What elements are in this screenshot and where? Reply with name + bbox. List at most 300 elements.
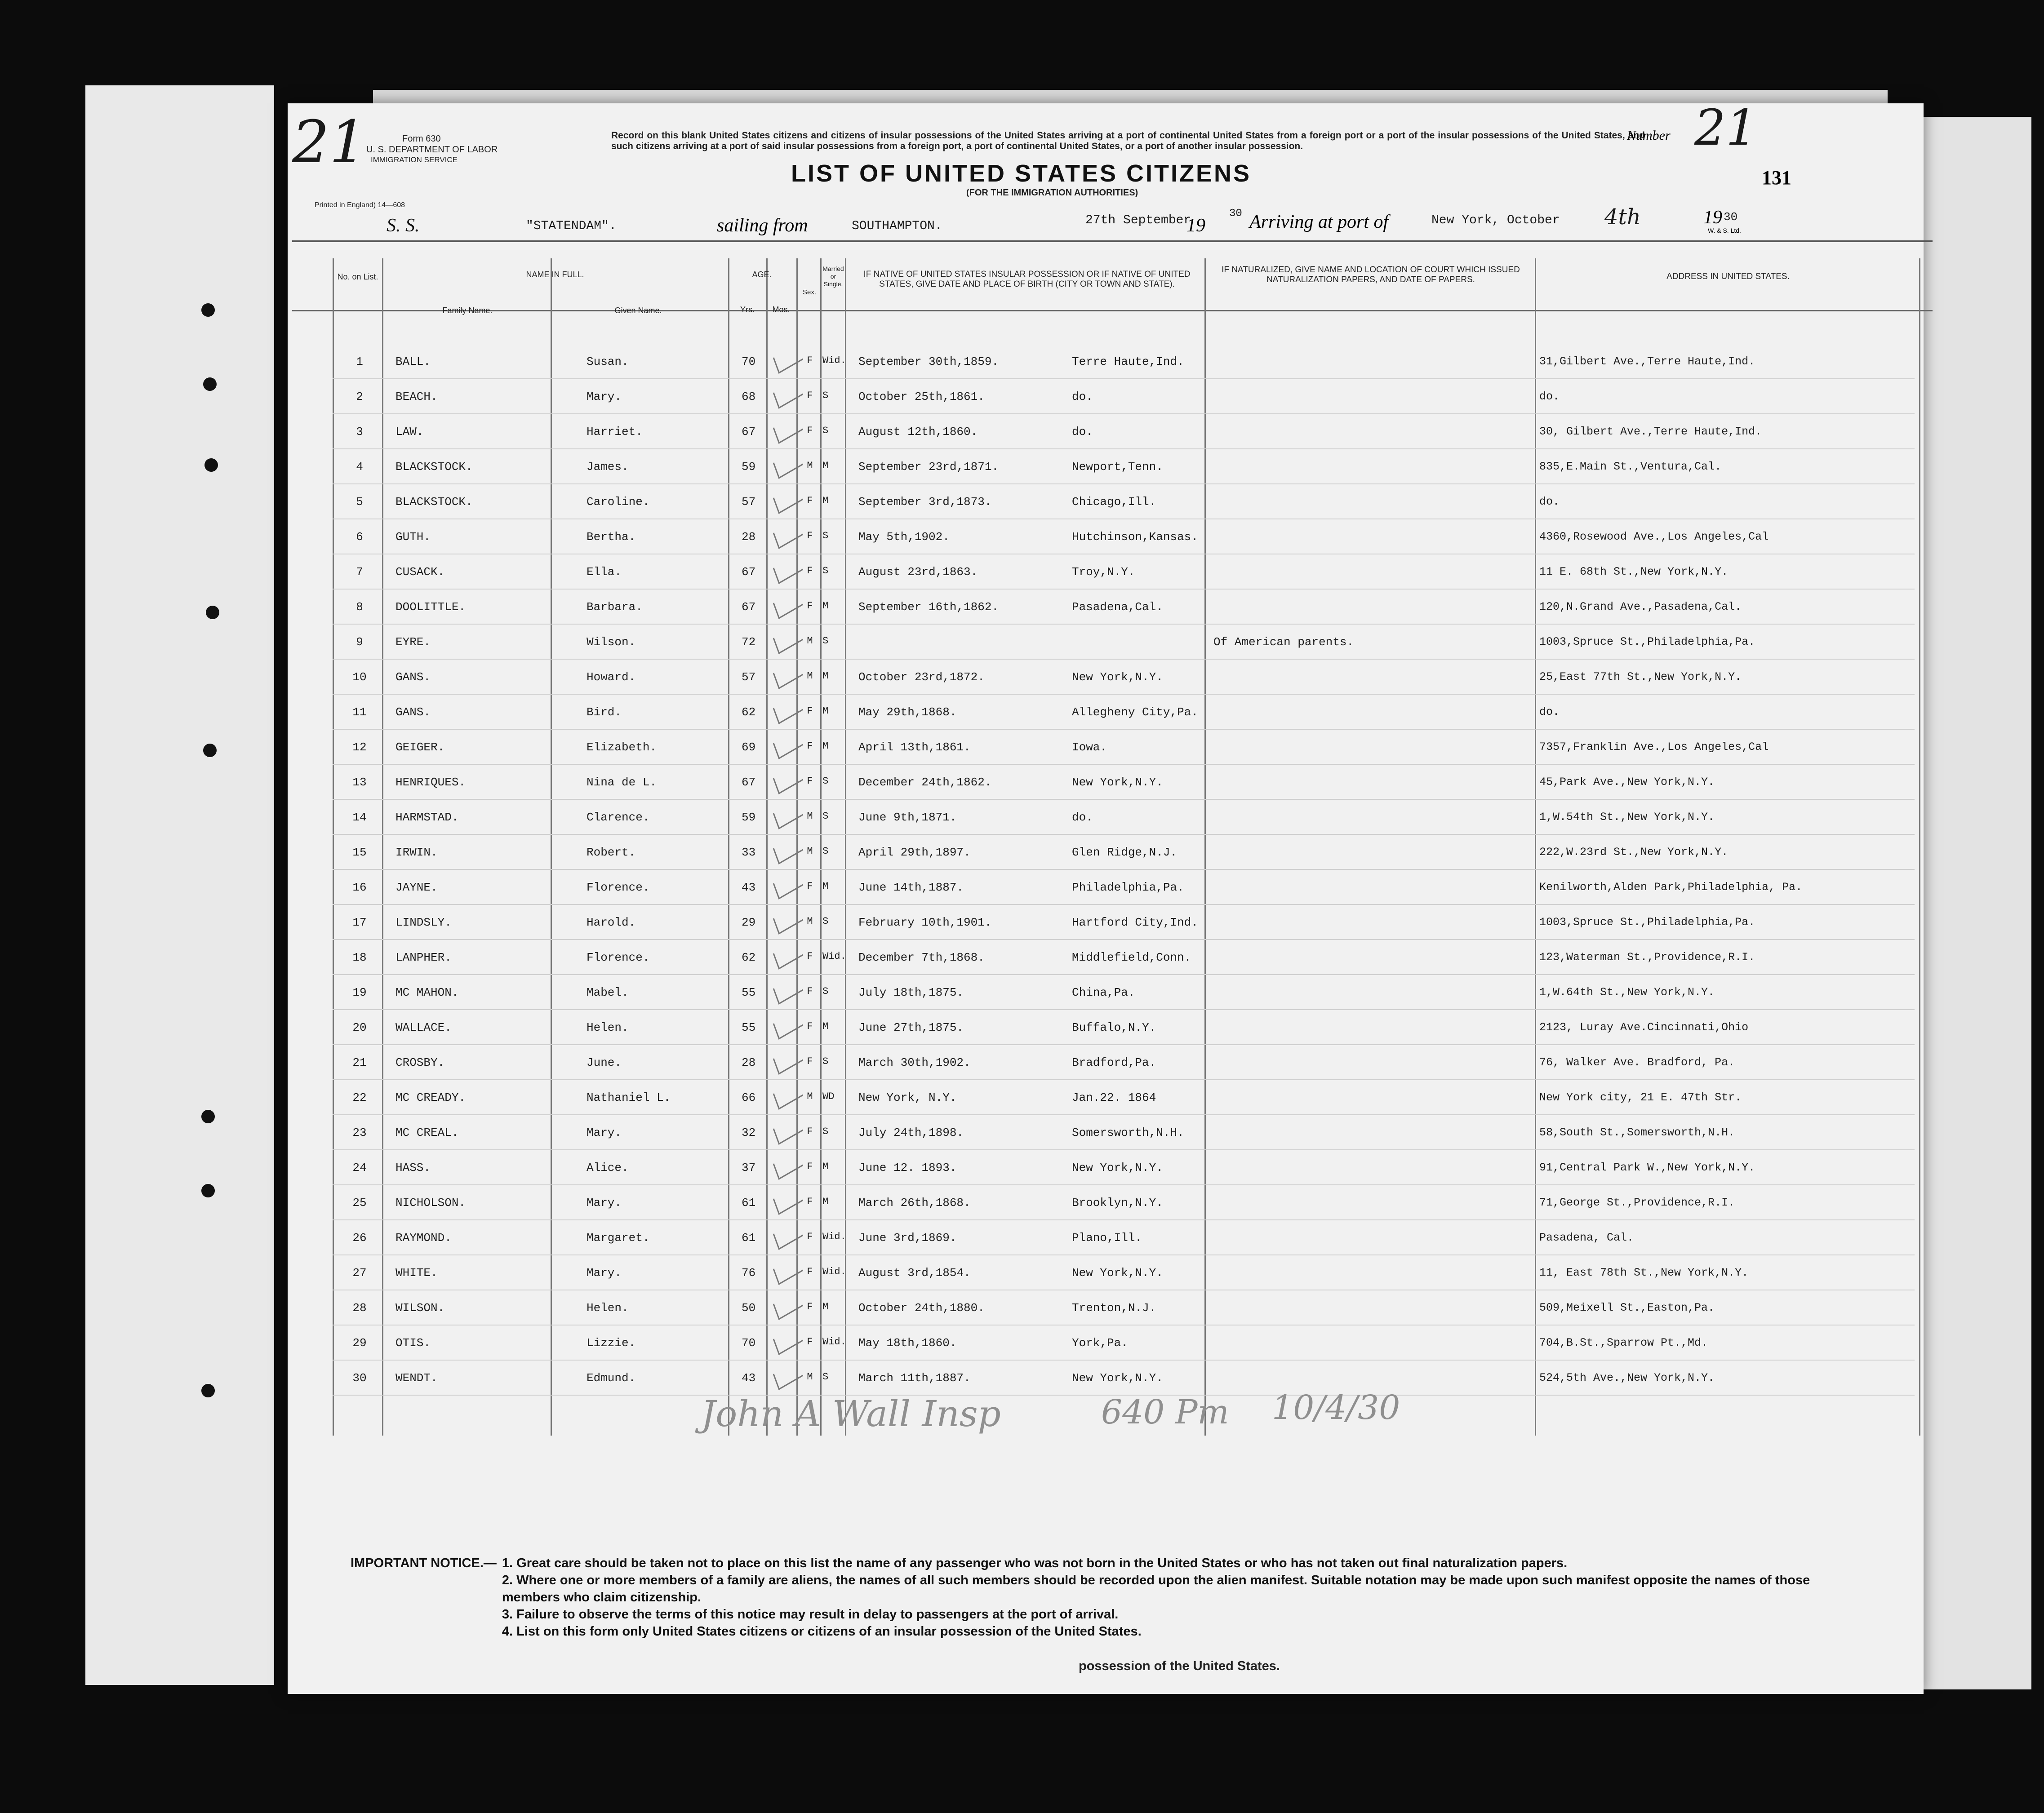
cell-given: Nina de L. — [587, 776, 657, 789]
row-rule — [333, 799, 1915, 800]
cell-sex: F — [807, 390, 813, 401]
cell-given: James. — [587, 460, 629, 474]
cell-age: 43 — [742, 1371, 756, 1385]
row-rule — [333, 1044, 1915, 1045]
cell-given: Mary. — [587, 1266, 622, 1280]
department: U. S. DEPARTMENT OF LABOR — [366, 145, 498, 155]
cell-age: 33 — [742, 846, 756, 859]
cell-no: 15 — [352, 846, 367, 859]
cell-addr: 76, Walker Ave. Bradford, Pa. — [1539, 1056, 1735, 1069]
cell-ms: Wid. — [822, 1266, 846, 1277]
cell-no: 20 — [352, 1021, 367, 1034]
cell-given: Harold. — [587, 916, 636, 929]
cell-sex: F — [807, 776, 813, 787]
cell-bplace: York,Pa. — [1072, 1336, 1128, 1350]
cell-ms: M — [822, 1301, 829, 1312]
cell-bdate: September 16th,1862. — [858, 600, 999, 614]
cell-bdate: October 24th,1880. — [858, 1301, 985, 1315]
ss-label: S. S. — [387, 215, 420, 236]
cell-no: 18 — [352, 951, 367, 964]
row-rule — [333, 378, 1915, 379]
cell-sex: F — [807, 425, 813, 436]
cell-addr: 31,Gilbert Ave.,Terre Haute,Ind. — [1539, 355, 1755, 368]
cell-addr: 25,East 77th St.,New York,N.Y. — [1539, 670, 1742, 683]
binder-hole — [206, 606, 219, 619]
cell-addr: 1003,Spruce St.,Philadelphia,Pa. — [1539, 635, 1755, 648]
inspection-time: 640 Pm — [1101, 1393, 1229, 1432]
cell-no: 26 — [352, 1231, 367, 1245]
cell-bplace: Middlefield,Conn. — [1072, 951, 1191, 964]
cell-sex: F — [807, 951, 813, 962]
cell-age: 76 — [742, 1266, 756, 1280]
cell-addr: do. — [1539, 495, 1560, 508]
cell-family: MC CREAL. — [395, 1126, 459, 1139]
cell-ms: S — [822, 1056, 829, 1067]
row-rule — [333, 589, 1915, 590]
handwritten-number-left: 21 — [292, 108, 367, 176]
header-naturalized: IF NATURALIZED, GIVE NAME AND LOCATION OF COURT WHICH ISSUED NATURALIZATION PAPERS, AND DATE OF PAPERS. — [1222, 265, 1520, 284]
cell-age: 70 — [742, 1336, 756, 1350]
cell-bplace: Buffalo,N.Y. — [1072, 1021, 1156, 1034]
cell-ms: M — [822, 881, 829, 892]
printed-note: Printed in England) 14—608 — [315, 201, 405, 209]
row-rule — [333, 448, 1915, 449]
cell-family: GUTH. — [395, 530, 431, 544]
cell-ms: S — [822, 390, 829, 401]
notice-label: IMPORTANT NOTICE.— — [351, 1556, 497, 1570]
cell-family: EYRE. — [395, 635, 431, 649]
cell-addr: 4360,Rosewood Ave.,Los Angeles,Cal — [1539, 530, 1769, 543]
cell-addr: do. — [1539, 705, 1560, 718]
cell-bdate: June 27th,1875. — [858, 1021, 964, 1034]
cell-sex: F — [807, 495, 813, 506]
cell-age: 28 — [742, 1056, 756, 1069]
cell-family: CROSBY. — [395, 1056, 445, 1069]
underlay-notice-fragment: possession of the United States. — [1079, 1659, 1280, 1673]
cell-sex: F — [807, 1231, 813, 1242]
cell-ms: S — [822, 811, 829, 822]
cell-family: WHITE. — [395, 1266, 438, 1280]
row-rule — [333, 624, 1915, 625]
cell-bdate: September 3rd,1873. — [858, 495, 992, 509]
cell-age: 59 — [742, 460, 756, 474]
cell-bplace: Bradford,Pa. — [1072, 1056, 1156, 1069]
cell-bplace: do. — [1072, 811, 1093, 824]
cell-sex: F — [807, 1196, 813, 1207]
cell-bplace: Plano,Ill. — [1072, 1231, 1142, 1245]
page-subtitle: (FOR THE IMMIGRATION AUTHORITIES) — [966, 188, 1138, 198]
cell-age: 28 — [742, 530, 756, 544]
row-rule — [333, 1219, 1915, 1220]
background-sheet-left — [85, 85, 274, 1685]
cell-bplace: Terre Haute,Ind. — [1072, 355, 1184, 368]
cell-bdate: June 12. 1893. — [858, 1161, 957, 1175]
cell-bplace: New York,N.Y. — [1072, 670, 1163, 684]
cell-bdate: March 11th,1887. — [858, 1371, 971, 1385]
cell-given: Elizabeth. — [587, 740, 657, 754]
cell-ms: M — [822, 705, 829, 717]
cell-family: GEIGER. — [395, 740, 445, 754]
cell-bplace: China,Pa. — [1072, 986, 1135, 999]
cell-bplace: Iowa. — [1072, 740, 1107, 754]
column-rule — [728, 258, 729, 1436]
cell-addr: New York city, 21 E. 47th Str. — [1539, 1091, 1742, 1104]
cell-ms: M — [822, 670, 829, 682]
column-rule — [333, 258, 334, 1436]
cell-given: Susan. — [587, 355, 629, 368]
sailing-date: 27th September — [1085, 213, 1191, 227]
cell-bdate: June 9th,1871. — [858, 811, 957, 824]
cell-no: 29 — [352, 1336, 367, 1350]
page-number: 131 — [1762, 167, 1791, 189]
manifest-page — [288, 103, 1924, 1694]
cell-age: 37 — [742, 1161, 756, 1175]
cell-given: Helen. — [587, 1021, 629, 1034]
cell-addr: Pasadena, Cal. — [1539, 1231, 1634, 1244]
cell-given: Wilson. — [587, 635, 636, 649]
cell-addr: 91,Central Park W.,New York,N.Y. — [1539, 1161, 1755, 1174]
cell-bplace: Jan.22. 1864 — [1072, 1091, 1156, 1104]
form-number: Form 630 — [402, 134, 441, 144]
cell-no: 2 — [356, 390, 363, 403]
cell-addr: 1,W.64th St.,New York,N.Y. — [1539, 986, 1715, 999]
binder-hole — [204, 458, 218, 472]
row-rule — [333, 659, 1915, 660]
cell-given: Bird. — [587, 705, 622, 719]
cell-sex: F — [807, 740, 813, 752]
cell-addr: 1,W.54th St.,New York,N.Y. — [1539, 811, 1715, 824]
cell-family: MC CREADY. — [395, 1091, 466, 1104]
cell-family: HASS. — [395, 1161, 431, 1175]
cell-family: OTIS. — [395, 1336, 431, 1350]
cell-bplace: Trenton,N.J. — [1072, 1301, 1156, 1315]
header-family: Family Name. — [442, 306, 493, 315]
cell-given: Mabel. — [587, 986, 629, 999]
cell-age: 61 — [742, 1196, 756, 1210]
arriving-label: Arriving at port of — [1249, 212, 1389, 232]
cell-given: Mary. — [587, 1126, 622, 1139]
cell-bplace: Philadelphia,Pa. — [1072, 881, 1184, 894]
cell-bplace: Somersworth,N.H. — [1072, 1126, 1184, 1139]
cell-given: Helen. — [587, 1301, 629, 1315]
cell-ms: M — [822, 1196, 829, 1207]
cell-given: Bertha. — [587, 530, 636, 544]
column-rule — [382, 258, 383, 1436]
notice-item: 1. Great care should be taken not to place on this list the name of any passenger who was not born in the United States or who has not taken out final naturalization papers. — [502, 1556, 1568, 1570]
cell-ms: S — [822, 565, 829, 576]
cell-bdate: August 12th,1860. — [858, 425, 978, 439]
binder-hole — [203, 377, 217, 391]
binder-hole — [201, 1384, 215, 1397]
row-rule — [333, 1149, 1915, 1150]
record-notice: Record on this blank United States citizens and citizens of insular possessions of the United States arriving at a port of continental United States from a foreign port or a port of the insular possessions of the United States, and such citizens arriving at a port of said insular possessions from a foreign port, a port of continental United States, or a port of another insular possession. — [611, 130, 1645, 151]
cell-family: JAYNE. — [395, 881, 438, 894]
page-title: LIST OF UNITED STATES CITIZENS — [791, 160, 1251, 187]
cell-age: 62 — [742, 951, 756, 964]
cell-age: 62 — [742, 705, 756, 719]
cell-ms: M — [822, 460, 829, 471]
cell-given: Harriet. — [587, 425, 643, 439]
cell-family: GANS. — [395, 670, 431, 684]
cell-bdate: August 23rd,1863. — [858, 565, 978, 579]
cell-no: 16 — [352, 881, 367, 894]
cell-age: 68 — [742, 390, 756, 403]
cell-bdate: April 13th,1861. — [858, 740, 971, 754]
cell-ms: M — [822, 495, 829, 506]
cell-no: 8 — [356, 600, 363, 614]
cell-bplace: New York,N.Y. — [1072, 776, 1163, 789]
row-rule — [333, 974, 1915, 975]
cell-age: 50 — [742, 1301, 756, 1315]
cell-no: 9 — [356, 635, 363, 649]
cell-no: 21 — [352, 1056, 367, 1069]
cell-ms: M — [822, 740, 829, 752]
cell-sex: F — [807, 1021, 813, 1032]
notice-item: 2. Where one or more members of a family are aliens, the names of all such members should be recorded upon the alien manifest. Suitable notation may be made upon such manifest opposite the names of those members who claim citizenship. — [502, 1573, 1810, 1605]
cell-age: 67 — [742, 565, 756, 579]
cell-bplace: Troy,N.Y. — [1072, 565, 1135, 579]
cell-addr: 11 E. 68th St.,New York,N.Y. — [1539, 565, 1729, 578]
cell-ms: S — [822, 635, 829, 647]
cell-age: 59 — [742, 811, 756, 824]
cell-addr: 704,B.St.,Sparrow Pt.,Md. — [1539, 1336, 1708, 1349]
cell-addr: 30, Gilbert Ave.,Terre Haute,Ind. — [1539, 425, 1762, 438]
header-birth: IF NATIVE OF UNITED STATES INSULAR POSSESSION OR IF NATIVE OF UNITED STATES, GIVE DATE AND PLACE OF BIRTH (CITY OR TOWN AND STATE). — [863, 270, 1191, 289]
row-rule — [333, 729, 1915, 730]
row-rule — [333, 1184, 1915, 1185]
binder-hole — [201, 1184, 215, 1197]
cell-sex: F — [807, 565, 813, 576]
cell-ms: M — [822, 1021, 829, 1032]
sailing-year-prefix: 19 — [1186, 215, 1205, 236]
cell-bdate: February 10th,1901. — [858, 916, 992, 929]
cell-family: NICHOLSON. — [395, 1196, 466, 1210]
notice-item: 3. Failure to observe the terms of this notice may result in delay to passengers at the port of arrival. — [502, 1607, 1119, 1622]
cell-sex: M — [807, 670, 813, 682]
cell-no: 25 — [352, 1196, 367, 1210]
cell-addr: 509,Meixell St.,Easton,Pa. — [1539, 1301, 1715, 1314]
cell-family: WILSON. — [395, 1301, 445, 1315]
cell-no: 10 — [352, 670, 367, 684]
cell-sex: F — [807, 1301, 813, 1312]
cell-ms: S — [822, 1126, 829, 1137]
cell-bplace: do. — [1072, 390, 1093, 403]
cell-no: 30 — [352, 1371, 367, 1385]
row-rule — [333, 1254, 1915, 1255]
cell-given: Edmund. — [587, 1371, 636, 1385]
cell-age: 32 — [742, 1126, 756, 1139]
cell-bdate: July 24th,1898. — [858, 1126, 964, 1139]
cell-addr: 123,Waterman St.,Providence,R.I. — [1539, 951, 1755, 964]
cell-family: LAW. — [395, 425, 424, 439]
cell-sex: F — [807, 1336, 813, 1348]
row-rule — [333, 764, 1915, 765]
table-top-rule — [292, 240, 1933, 242]
header-given: Given Name. — [614, 306, 662, 315]
cell-addr: 11, East 78th St.,New York,N.Y. — [1539, 1266, 1749, 1279]
cell-addr: 45,Park Ave.,New York,N.Y. — [1539, 776, 1715, 789]
cell-bdate: December 7th,1868. — [858, 951, 985, 964]
cell-bdate: December 24th,1862. — [858, 776, 992, 789]
cell-sex: M — [807, 1371, 813, 1383]
cell-addr: Kenilworth,Alden Park,Philadelphia, Pa. — [1539, 881, 1803, 894]
cell-family: BLACKSTOCK. — [395, 460, 473, 474]
cell-family: MC MAHON. — [395, 986, 459, 999]
cell-ms: S — [822, 986, 829, 997]
cell-bdate: August 3rd,1854. — [858, 1266, 971, 1280]
service: IMMIGRATION SERVICE — [371, 155, 458, 164]
column-rule — [766, 258, 768, 1436]
cell-bdate: March 26th,1868. — [858, 1196, 971, 1210]
cell-sex: M — [807, 460, 813, 471]
row-rule — [333, 939, 1915, 940]
cell-sex: M — [807, 916, 813, 927]
cell-bdate: June 3rd,1869. — [858, 1231, 957, 1245]
cell-no: 24 — [352, 1161, 367, 1175]
cell-given: Mary. — [587, 1196, 622, 1210]
departure-port: SOUTHAMPTON. — [852, 219, 942, 233]
cell-bdate: March 30th,1902. — [858, 1056, 971, 1069]
column-rule — [551, 258, 552, 1436]
cell-addr: 7357,Franklin Ave.,Los Angeles,Cal — [1539, 740, 1769, 754]
cell-bdate: July 18th,1875. — [858, 986, 964, 999]
cell-bplace: Brooklyn,N.Y. — [1072, 1196, 1163, 1210]
cell-ms: S — [822, 1371, 829, 1383]
cell-sex: F — [807, 600, 813, 612]
cell-addr: 524,5th Ave.,New York,N.Y. — [1539, 1371, 1715, 1384]
cell-given: Margaret. — [587, 1231, 650, 1245]
cell-family: RAYMOND. — [395, 1231, 452, 1245]
cell-sex: F — [807, 355, 813, 366]
cell-age: 66 — [742, 1091, 756, 1104]
cell-ms: S — [822, 530, 829, 541]
cell-bplace: Allegheny City,Pa. — [1072, 705, 1198, 719]
cell-sex: F — [807, 1266, 813, 1277]
cell-sex: F — [807, 530, 813, 541]
row-rule — [333, 1360, 1915, 1361]
cell-family: LANPHER. — [395, 951, 452, 964]
header-address: ADDRESS IN UNITED STATES. — [1666, 272, 1790, 281]
arrival-day: 4th — [1604, 204, 1641, 230]
cell-family: HENRIQUES. — [395, 776, 466, 789]
header-married: Married or Single. — [822, 265, 844, 288]
printer-mark: W. & S. Ltd. — [1708, 227, 1741, 234]
row-rule — [333, 869, 1915, 870]
voyage-line — [387, 215, 420, 236]
cell-family: DOOLITTLE. — [395, 600, 466, 614]
cell-given: Nathaniel L. — [587, 1091, 671, 1104]
header-name: NAME IN FULL. — [526, 270, 584, 279]
cell-family: BEACH. — [395, 390, 438, 403]
ship-name: "STATENDAM". — [526, 219, 617, 233]
important-notice — [351, 1555, 1870, 1640]
cell-bdate: April 29th,1897. — [858, 846, 971, 859]
cell-addr: 222,W.23rd St.,New York,N.Y. — [1539, 846, 1729, 859]
cell-addr: 835,E.Main St.,Ventura,Cal. — [1539, 460, 1722, 473]
cell-sex: F — [807, 705, 813, 717]
cell-no: 6 — [356, 530, 363, 544]
cell-no: 12 — [352, 740, 367, 754]
cell-no: 11 — [352, 705, 367, 719]
cell-age: 70 — [742, 355, 756, 368]
cell-addr: do. — [1539, 390, 1560, 403]
cell-bplace: New York,N.Y. — [1072, 1266, 1163, 1280]
column-rule — [1535, 258, 1536, 1436]
row-rule — [333, 413, 1915, 414]
cell-bdate: May 18th,1860. — [858, 1336, 957, 1350]
cell-no: 27 — [352, 1266, 367, 1280]
cell-sex: F — [807, 1161, 813, 1172]
cell-bplace: Chicago,Ill. — [1072, 495, 1156, 509]
cell-age: 55 — [742, 986, 756, 999]
cell-addr: 120,N.Grand Ave.,Pasadena,Cal. — [1539, 600, 1742, 613]
cell-bdate: May 29th,1868. — [858, 705, 957, 719]
cell-addr: 2123, Luray Ave.Cincinnati,Ohio — [1539, 1021, 1749, 1034]
arrival-port: New York, October — [1431, 213, 1560, 227]
cell-no: 7 — [356, 565, 363, 579]
cell-age: 67 — [742, 776, 756, 789]
cell-addr: 58,South St.,Somersworth,N.H. — [1539, 1126, 1735, 1139]
cell-age: 61 — [742, 1231, 756, 1245]
cell-given: Lizzie. — [587, 1336, 636, 1350]
cell-bplace: Pasadena,Cal. — [1072, 600, 1163, 614]
cell-family: WENDT. — [395, 1371, 438, 1385]
column-rule — [1919, 258, 1920, 1436]
cell-ms: Wid. — [822, 951, 846, 962]
cell-ms: Wid. — [822, 1231, 846, 1242]
column-rule — [820, 258, 822, 1436]
cell-ms: M — [822, 1161, 829, 1172]
cell-given: Ella. — [587, 565, 622, 579]
cell-family: WALLACE. — [395, 1021, 452, 1034]
header-no: No. on List. — [337, 272, 378, 281]
cell-no: 5 — [356, 495, 363, 509]
cell-ms: S — [822, 846, 829, 857]
header-yrs: Yrs. — [740, 305, 755, 314]
cell-given: Florence. — [587, 881, 650, 894]
cell-ms: S — [822, 425, 829, 436]
binder-hole — [201, 1110, 215, 1123]
inspection-date: 10/4/30 — [1272, 1388, 1400, 1427]
cell-addr: 71,George St.,Providence,R.I. — [1539, 1196, 1735, 1209]
row-rule — [333, 904, 1915, 905]
cell-bplace: Glen Ridge,N.J. — [1072, 846, 1178, 859]
cell-age: 57 — [742, 670, 756, 684]
cell-bdate: September 23rd,1871. — [858, 460, 999, 474]
cell-no: 14 — [352, 811, 367, 824]
cell-no: 17 — [352, 916, 367, 929]
cell-sex: M — [807, 811, 813, 822]
binder-hole — [201, 303, 215, 317]
cell-given: Alice. — [587, 1161, 629, 1175]
cell-ms: WD — [822, 1091, 835, 1102]
row-rule — [333, 1079, 1915, 1080]
cell-family: HARMSTAD. — [395, 811, 459, 824]
cell-sex: M — [807, 846, 813, 857]
cell-family: BALL. — [395, 355, 431, 368]
sailing-label: sailing from — [717, 215, 808, 236]
cell-given: Florence. — [587, 951, 650, 964]
cell-sex: M — [807, 1091, 813, 1102]
cell-bdate: June 14th,1887. — [858, 881, 964, 894]
cell-sex: F — [807, 986, 813, 997]
column-rule — [845, 258, 846, 1436]
cell-no: 3 — [356, 425, 363, 439]
cell-ms: S — [822, 916, 829, 927]
cell-bdate: October 25th,1861. — [858, 390, 985, 403]
cell-bplace: Newport,Tenn. — [1072, 460, 1163, 474]
cell-no: 13 — [352, 776, 367, 789]
